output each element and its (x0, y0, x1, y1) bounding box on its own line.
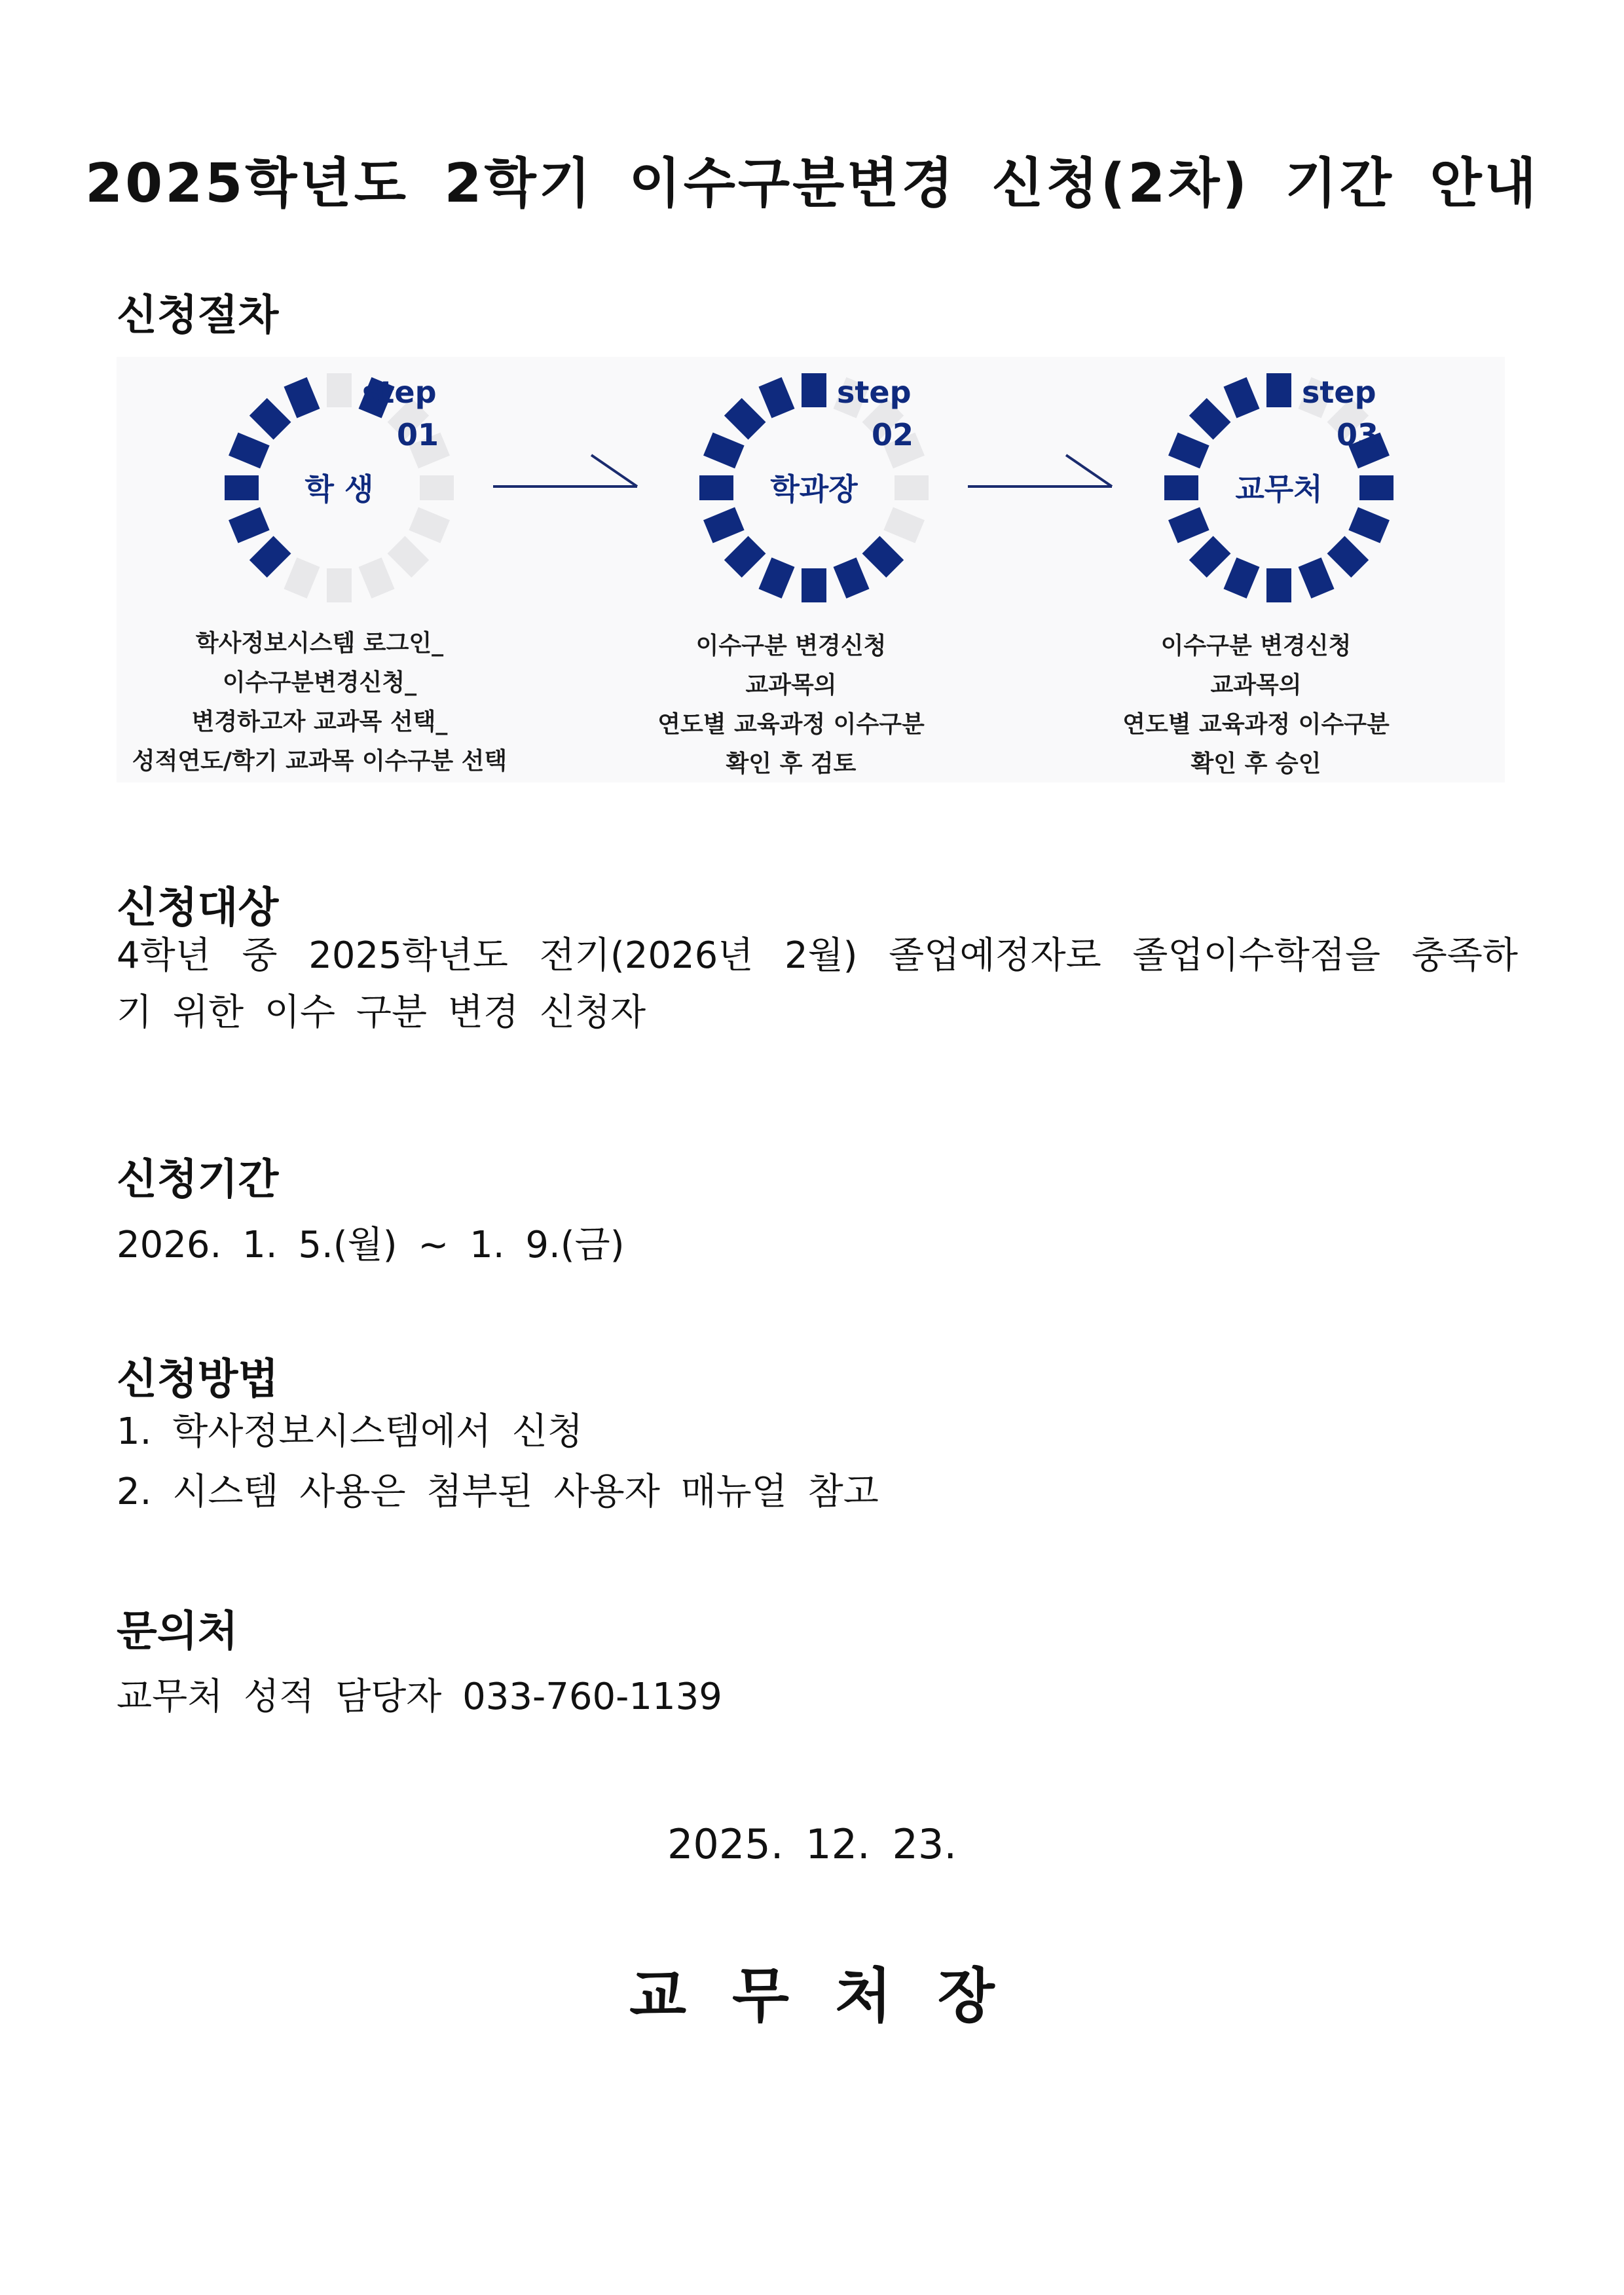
ring-segment (1223, 557, 1259, 598)
issue-date: 2025. 12. 23. (667, 1820, 957, 1868)
step-2-description (654, 627, 929, 784)
ring-segment (1359, 475, 1393, 500)
ring-segment (895, 475, 929, 500)
step-2-number: 02 (871, 417, 914, 452)
ring-segment (229, 432, 270, 468)
step-3-desc-line: 연도별 교육과정 이수구분 (1122, 711, 1390, 738)
step-2-desc-line: 이수구분 변경신청 (695, 633, 887, 659)
ring-segment (409, 507, 450, 543)
step-1-description (130, 624, 509, 781)
ring-segment (802, 568, 826, 602)
ring-segment (388, 536, 430, 578)
ring-segment (862, 536, 904, 578)
step-1-label: 학 생 (304, 471, 374, 507)
period-heading: 신청기간 (117, 1156, 279, 1204)
step-3-desc-line: 확인 후 승인 (1190, 750, 1321, 777)
step-3-number: 03 (1336, 417, 1379, 452)
step-1-desc-line: 성적연도/학기 교과목 이수구분 선택 (132, 748, 507, 775)
step-2-desc-line: 연도별 교육과정 이수구분 (657, 711, 925, 738)
ring-segment (249, 398, 291, 440)
ring-segment (1189, 536, 1231, 578)
ring-segment (802, 373, 826, 407)
ring-segment (834, 557, 870, 598)
ring-segment (883, 507, 925, 543)
step-3-desc-line: 이수구분 변경신청 (1160, 633, 1352, 659)
ring-segment (284, 557, 320, 598)
ring-segment (327, 373, 352, 407)
step-2-desc-line: 교과목의 (745, 672, 837, 699)
step-1-step-word: step (362, 375, 437, 410)
ring-segment (1189, 398, 1231, 440)
ring-segment (284, 377, 320, 418)
method-heading: 신청방법 (117, 1355, 279, 1404)
ring-segment (724, 398, 766, 440)
step-3-label: 교무처 (1235, 471, 1323, 507)
target-heading: 신청대상 (117, 884, 279, 932)
contact-heading: 문의처 (117, 1607, 238, 1656)
ring-segment (1299, 557, 1335, 598)
ring-segment (229, 507, 270, 543)
step-2-desc-line: 확인 후 검토 (726, 750, 857, 777)
step-3-description (1118, 627, 1393, 784)
ring-segment (1266, 373, 1291, 407)
step-3-step-word: step (1302, 375, 1376, 410)
step-3-desc-line: 교과목의 (1210, 672, 1302, 699)
arrow-icon (968, 455, 1112, 487)
ring-segment (327, 568, 352, 602)
ring-segment (758, 557, 794, 598)
ring-segment (699, 475, 733, 500)
step-1-desc-line: 학사정보시스템 로그인_ (195, 630, 444, 657)
signature: 교무처장 (629, 1962, 1041, 2030)
step-1-desc-line: 변경하고자 교과목 선택_ (191, 708, 448, 735)
procedure-diagram (117, 357, 1505, 782)
arrow-icon (493, 455, 637, 487)
method-item-1: 1. 학사정보시스템에서 신청 (117, 1410, 583, 1453)
ring-segment (1164, 475, 1198, 500)
ring-segment (1348, 507, 1390, 543)
ring-segment (724, 536, 766, 578)
procedure-heading: 신청절차 (117, 291, 279, 340)
ring-segment (703, 507, 745, 543)
page-title: 2025학년도 2학기 이수구분변경 신청(2차) 기간 안내 (85, 153, 1539, 215)
method-item-2: 2. 시스템 사용은 첨부된 사용자 매뉴얼 참고 (117, 1471, 879, 1513)
ring-segment (1327, 536, 1369, 578)
ring-segment (359, 557, 395, 598)
ring-segment (1168, 432, 1209, 468)
contact-text: 교무처 성적 담당자 033-760-1139 (117, 1676, 722, 1718)
step-1-desc-line: 이수구분변경신청_ (222, 669, 417, 696)
step-2-label: 학과장 (770, 471, 858, 507)
target-text-line-1: 4학년 중 2025학년도 전기(2026년 2월) 졸업예정자로 졸업이수학점을 충족하 (117, 934, 1518, 977)
ring-segment (758, 377, 794, 418)
target-text-line-2: 기 위한 이수 구분 변경 신청자 (117, 991, 646, 1034)
step-1-number: 01 (396, 417, 439, 452)
period-text: 2026. 1. 5.(월) ~ 1. 9.(금) (117, 1224, 625, 1266)
ring-segment (249, 536, 291, 578)
ring-segment (225, 475, 259, 500)
ring-segment (1223, 377, 1259, 418)
ring-segment (703, 432, 745, 468)
ring-segment (1266, 568, 1291, 602)
ring-segment (420, 475, 454, 500)
step-2-step-word: step (837, 375, 912, 410)
ring-segment (1168, 507, 1209, 543)
